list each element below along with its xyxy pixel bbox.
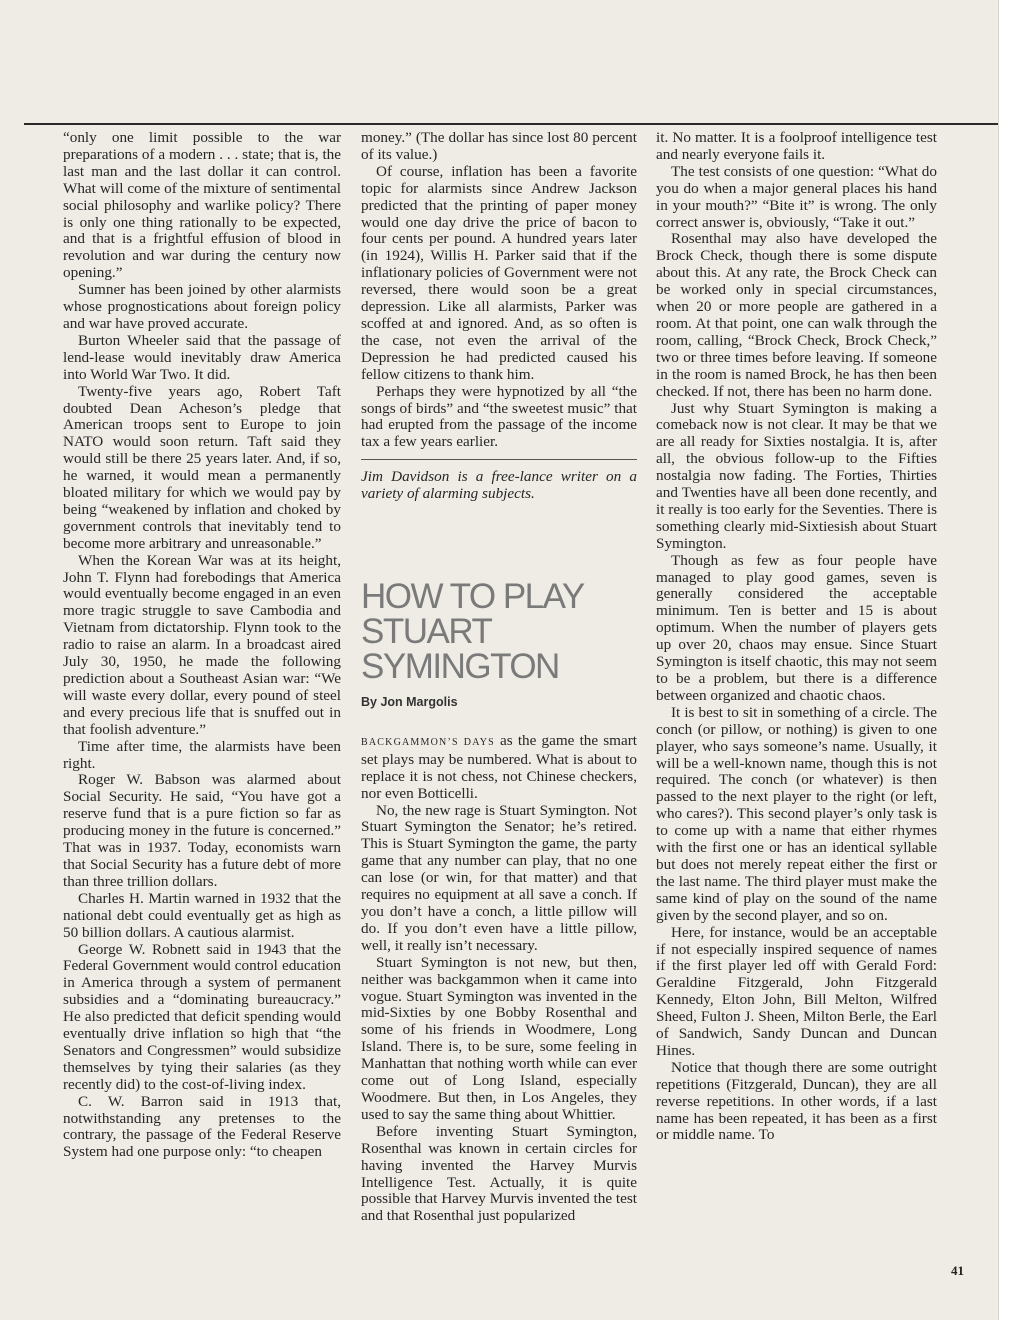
lead-smallcaps: BACKGAMMON’S DAYS: [361, 736, 495, 748]
author-bio: Jim Davidson is a free-lance writer on a variety of alarming subjects.: [361, 468, 637, 503]
paragraph: “only one limit possible to the war preparations of a modern . . . state; that is, the last man and the last dollar it can control. What will come of the mixture of sentimental social philosophy and warlike policy? There is only one thing rationally to be expected, and that is a frightful effusion of blood in revolution and war during the century now opening.”: [63, 129, 341, 282]
column-3: [656, 130, 937, 1144]
paragraph: Though as few as four people have managed to play good games, seven is generally considered the acceptable minimum. Ten is better and 15 is about optimum. When the number of players gets up over 20, chaos may ensue. Since Stuart Symington is itself chaotic, this may not seem to be a problem, but there is a difference between organized and chaotic chaos.: [656, 551, 937, 704]
paragraph: Here, for instance, would be an acceptable if not especially inspired sequence of names if the first player led off with Gerald Ford: Geraldine Fitzgerald, John Fitzgerald Kennedy, Elton John, Bill Melton, Wilfred Sheed, Fulton J. Sheen, Milton Berle, the Earl of Sandwich, Sandy Duncan and Duncan Hines.: [656, 923, 937, 1059]
paragraph: Notice that though there are some outright repetitions (Fitzgerald, Duncan), they are all reverse repetitions. In other words, if a last name has been repeated, it has been as a first or middle name. To: [656, 1058, 937, 1144]
headline-line: STUART: [361, 612, 492, 652]
paragraph: Roger W. Babson was alarmed about Social Security. He said, “You have got a reserve fund that is a pure fiction so far as producing money in the future is concerned.” That was in 1937. Today, economists warn that Social Security has a future debt of more than three trillion dollars.: [63, 771, 341, 890]
paragraph: Rosenthal may also have developed the Brock Check, though there is some dispute about this. At any rate, the Brock Check can be worked only in special circumstances, when 20 or more people are gathered in a room. At that point, one can walk through the room, calling, “Brock Check, Brock Check,” two or three times before leaving. If someone in the room is named Brock, he has then been checked. If not, there has been no harm done.: [656, 230, 937, 400]
headline-line: HOW TO PLAY: [361, 577, 584, 617]
paragraph: Perhaps they were hypnotized by all “the songs of birds” and “the sweetest music” that had erupted from the passage of the income tax a few years earlier.: [361, 382, 637, 451]
lead-paragraph: [361, 733, 637, 803]
paragraph: Stuart Symington is not new, but then, neither was backgammon when it came into vogue. Stuart Symington was invented in the mid-Sixties by one Bobby Rosenthal and some of his friends in Woodmere, Long Island. There is, to be sure, some feeling in Manhattan that nothing worth while can ever come out of Long Island, especially Woodmere. But then, in Los Angeles, they used to say the same thing about Whittier.: [361, 953, 637, 1123]
top-rule: [24, 123, 998, 125]
paragraph: No, the new rage is Stuart Symington. Not Stuart Symington the Senator; he’s retired. This is Stuart Symington the game, the party game that any number can play, that no one can lose (or win, for that matter) and that requires no equipment at all save a conch. If you don’t have a conch, a little pillow will do. If you don’t even have a little pillow, well, it really isn’t necessary.: [361, 801, 637, 954]
paragraph: money.” (The dollar has since lost 80 percent of its value.): [361, 129, 637, 163]
paragraph: The test consists of one question: “What do you do when a major general places his hand in your mouth?” “Bite it” is wrong. The only correct answer is, obviously, “Take it out.”: [656, 162, 937, 231]
paragraph: Time after time, the alarmists have been right.: [63, 737, 341, 772]
bio-divider: [361, 459, 637, 460]
paragraph: C. W. Barron said in 1913 that, notwithstanding any pretenses to the contrary, the passage of the Federal Reserve System had one purpose only: “to cheapen: [63, 1092, 341, 1161]
paragraph: Before inventing Stuart Symington, Rosenthal was known in certain circles for having invented the Harvey Murvis Intelligence Test. Actually, it is quite possible that Harvey Murvis invented the test and that Rosenthal just popularized: [361, 1122, 637, 1225]
paragraph: It is best to sit in something of a circle. The conch (or pillow, or nothing) is given to one player, who says someone’s name. Usually, it will be a well-known name, though this is not required. The conch (or whatever) is then passed to the next player to the right (or left, who cares?). This second player’s only task is to come up with a name that either rhymes with the first one or has an identical syllable but does not merely repeat either the first or the last name. The third player must make the same kind of play on the sound of the name given by the second player, and so on.: [656, 703, 937, 924]
paragraph: Burton Wheeler said that the passage of lend-lease would inevitably draw America into World War Two. It did.: [63, 331, 341, 383]
paragraph: Just why Stuart Symington is making a comeback now is not clear. It may be that we are all ready for Sixties nostalgia. It is, after all, the obvious follow-up to the Fifties nostalgia now fading. The Forties, Thirties and Twenties have all been done recently, and it really is too early for the Seventies. There is something clearly mid-Sixtiesish about Stuart Symington.: [656, 399, 937, 552]
paragraph: Sumner has been joined by other alarmists whose prognostications about foreign policy and war have proved accurate.: [63, 281, 341, 332]
paragraph: it. No matter. It is a foolproof intelligence test and nearly everyone fails it.: [656, 129, 937, 163]
column-2: [361, 130, 637, 1225]
headline-line: SYMINGTON: [361, 647, 559, 687]
page-number: 41: [951, 1263, 964, 1278]
byline: By Jon Margolis: [361, 695, 458, 710]
paragraph: Charles H. Martin warned in 1932 that the national debt could eventually get as high as 50 billion dollars. A cautious alarmist.: [63, 889, 341, 941]
paragraph: Twenty-five years ago, Robert Taft doubted Dean Acheson’s pledge that American troops sent to Europe to join NATO would soon return. Taft said they would still be there 25 years later. And, if so, he warned, it would mean a permanently bloated military for which we would pay by being “weakened by inflation and choked by government controls that inevitably tend to become more arbitrary and unreasonable.”: [63, 382, 341, 552]
paragraph: George W. Robnett said in 1943 that the Federal Government would control education in America through a system of permanent subsidies and a “dominating bureaucracy.” He also predicted that deficit spending would eventually drive inflation so high that “the Senators and Congressmen” would subsidize themselves by tying their salaries (as they recently did) to the cost-of-living index.: [63, 940, 341, 1093]
article-headline: [361, 577, 637, 687]
column-1: [63, 130, 341, 1161]
paragraph: When the Korean War was at its height, John T. Flynn had forebodings that America would eventually become engaged in an even more tragic struggle to save Cambodia and Vietnam from dictatorship. Flynn took to the radio to raise an alarm. In a broadcast aired July 30, 1950, he made the following prediction about a Southeast Asian war: “We will waste every dollar, every pound of steel and every precious life that is snuffed out in that foolish adventure.”: [63, 551, 341, 738]
paragraph: Of course, inflation has been a favorite topic for alarmists since Andrew Jackson predicted that the printing of paper money would one day drive the price of bacon to four cents per pound. A hundred years later (in 1924), Willis H. Parker said that if the inflationary policies of Government were not reversed, there would soon be a great depression. Like all alarmists, Parker was scoffed at and ignored. And, as so often is the case, not even the arrival of the Depression he had predicted caused his fellow citizens to thank him.: [361, 162, 637, 383]
lead-text: as the game the smart set plays may be numbered. What is about to replace it is not chess, not Chinese checkers, nor even Botticelli.: [361, 731, 637, 802]
